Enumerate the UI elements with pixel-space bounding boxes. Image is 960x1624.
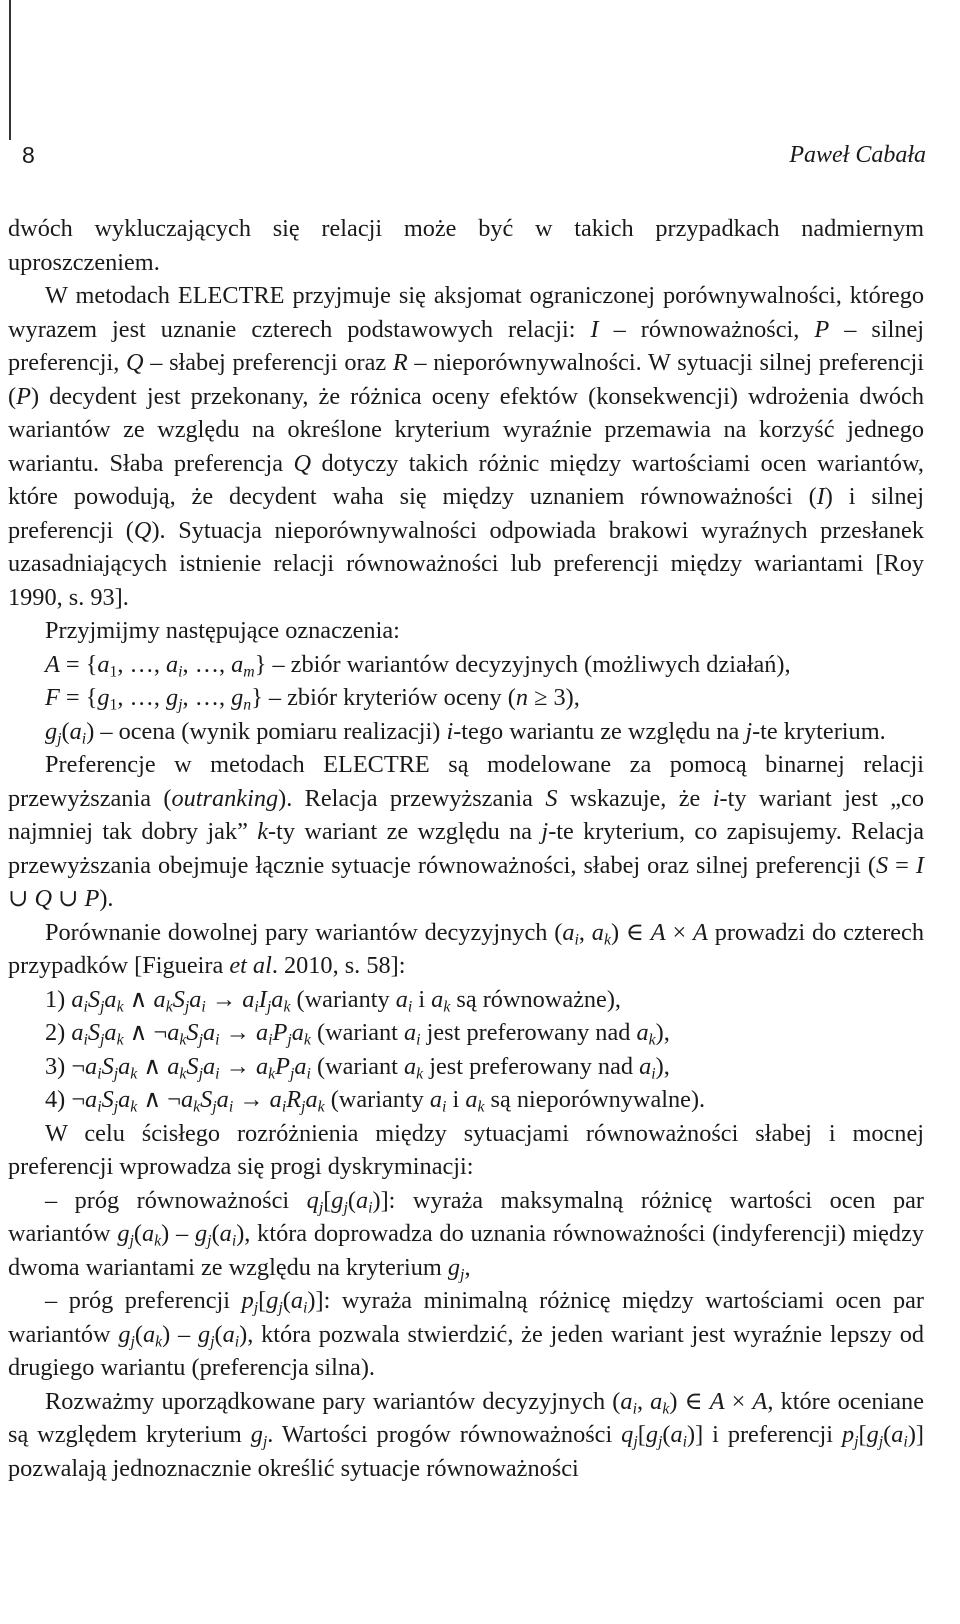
body-text — [8, 212, 924, 1485]
paragraph-electre-relations: W metodach ELECTRE przyjmuje się aksjomat ograniczonej porównywalności, którego wyrazem jest uznanie czterech podstawowych relacji: I – równoważności, P – silnej preferencji, Q – słabej preferencji oraz R – nieporównywalności. W sytuacji silnej preferencji (P) decydent jest przekonany, że różnica oceny efektów (konsekwencji) wdrożenia dwóch wariantów ze względu na określone kryterium wyraźnie przemawia na korzyść jednego wariantu. Słaba preferencja Q dotyczy takich różnic między wartościami ocen wariantów, które powodują, że decydent waha się między uznaniem równoważności (I) i silnej preferencji (Q). Sytuacja nieporównywalności odpowiada brakowi wyraźnych przesłanek uzasadniających istnienie relacji równoważności lub preferencji między wariantami [Roy 1990, s. 93]. — [8, 282, 925, 611]
margin-rule — [9, 0, 11, 140]
running-header — [0, 130, 960, 170]
case-1: 1) $a_iS_ja_k$ ∧ $a_kS_ja_i \to a_iI_ja_k$ (warianty $a_i$ i $a_k$ są równoważne), — [45, 985, 622, 1016]
definition-evaluation: $g_j(a_i)$ – ocena (wynik pomiaru realizacji) i-tego wariantu ze względu na j-te kryterium. — [45, 717, 886, 748]
paragraph-outranking: Preferencje w metodach ELECTRE są modelowane za pomocą binarnej relacji przewyższania (outranking). Relacja przewyższania S wskazuje, że i-ty wariant jest „co najmniej tak dobry jak” k-ty wariant ze względu na j-te kryterium, co zapisujemy. Relacja przewyższania obejmuje łącznie sytuacje równoważności, słabej oraz silnej preferencji (S = I ∪ Q ∪ P). — [8, 751, 925, 912]
definition-set-f: $F = \{g_1$, …, $g_j$, …, $g_n$} – zbiór kryteriów oceny (n ≥ 3), — [45, 684, 580, 714]
paragraph-thresholds-intro: W celu ścisłego rozróżnienia między sytuacjami równoważności słabej i mocnej preferencji wprowadza się progi dyskryminacji: — [8, 1119, 924, 1180]
case-2: 2) $a_iS_ja_k$ ∧ $\neg a_kS_ja_i \to a_iP_ja_k$ (wariant $a_i$ jest preferowany nad $a_k$), — [45, 1019, 670, 1049]
case-3: 3) $\neg a_iS_ja_k$ ∧ $a_kS_ja_i \to a_kP_ja_i$ (wariant $a_k$ jest preferowany nad $a_i$), — [45, 1052, 670, 1083]
paragraph-indifference-threshold: – próg równoważności $q_j[g_j(a_i)]$: wyraża maksymalną różnicę wartości ocen par wariantów $g_j(a_k) - g_j(a_i)$, która doprowadza do uznania równoważności (indyferencji) między dwoma wariantami ze względu na kryterium $g_j$, — [8, 1186, 925, 1284]
running-head-author: Paweł Cabała — [789, 142, 926, 168]
paragraph-preference-threshold: – próg preferencji $p_j[g_j(a_i)]$: wyraża minimalną różnicę między wartościami ocen par wariantów $g_j(a_k) - g_j(a_i)$, która pozwala stwierdzić, że jeden wariant jest wyraźnie lepszy od drugiego wariantu (preferencja silna). — [8, 1287, 924, 1381]
paragraph-comparison: Porównanie dowolnej pary wariantów decyzyjnych ($a_i$, $a_k$) ∈ A × A prowadzi do czterech przypadków [Figueira et al. 2010, s. 58]: — [8, 918, 924, 979]
paragraph-notation-intro: Przyjmijmy następujące oznaczenia: — [45, 617, 400, 644]
case-4: 4) $\neg a_iS_ja_k$ ∧ $\neg a_kS_ja_i \to a_iR_ja_k$ (warianty $a_i$ i $a_k$ są nieporównywalne). — [45, 1086, 706, 1116]
page-number: 8 — [22, 142, 35, 168]
paragraph-ordered-pairs: Rozważmy uporządkowane pary wariantów decyzyjnych ($a_i$, $a_k$) ∈ A × A, które oceniane są względem kryterium $g_j$. Wartości progów równoważności $q_j[g_j(a_i)]$ i preferencji $p_j[g_j(a_i)]$ pozwalają jednoznacznie określić sytuacje równoważności — [8, 1387, 924, 1482]
paragraph: dwóch wykluczających się relacji może być w takich przypadkach nadmiernym uproszczeniem. — [8, 215, 924, 276]
definition-set-a: $A = \{a_1$, …, $a_i$, …, $a_m$} – zbiór wariantów decyzyjnych (możliwych działań), — [45, 650, 791, 681]
